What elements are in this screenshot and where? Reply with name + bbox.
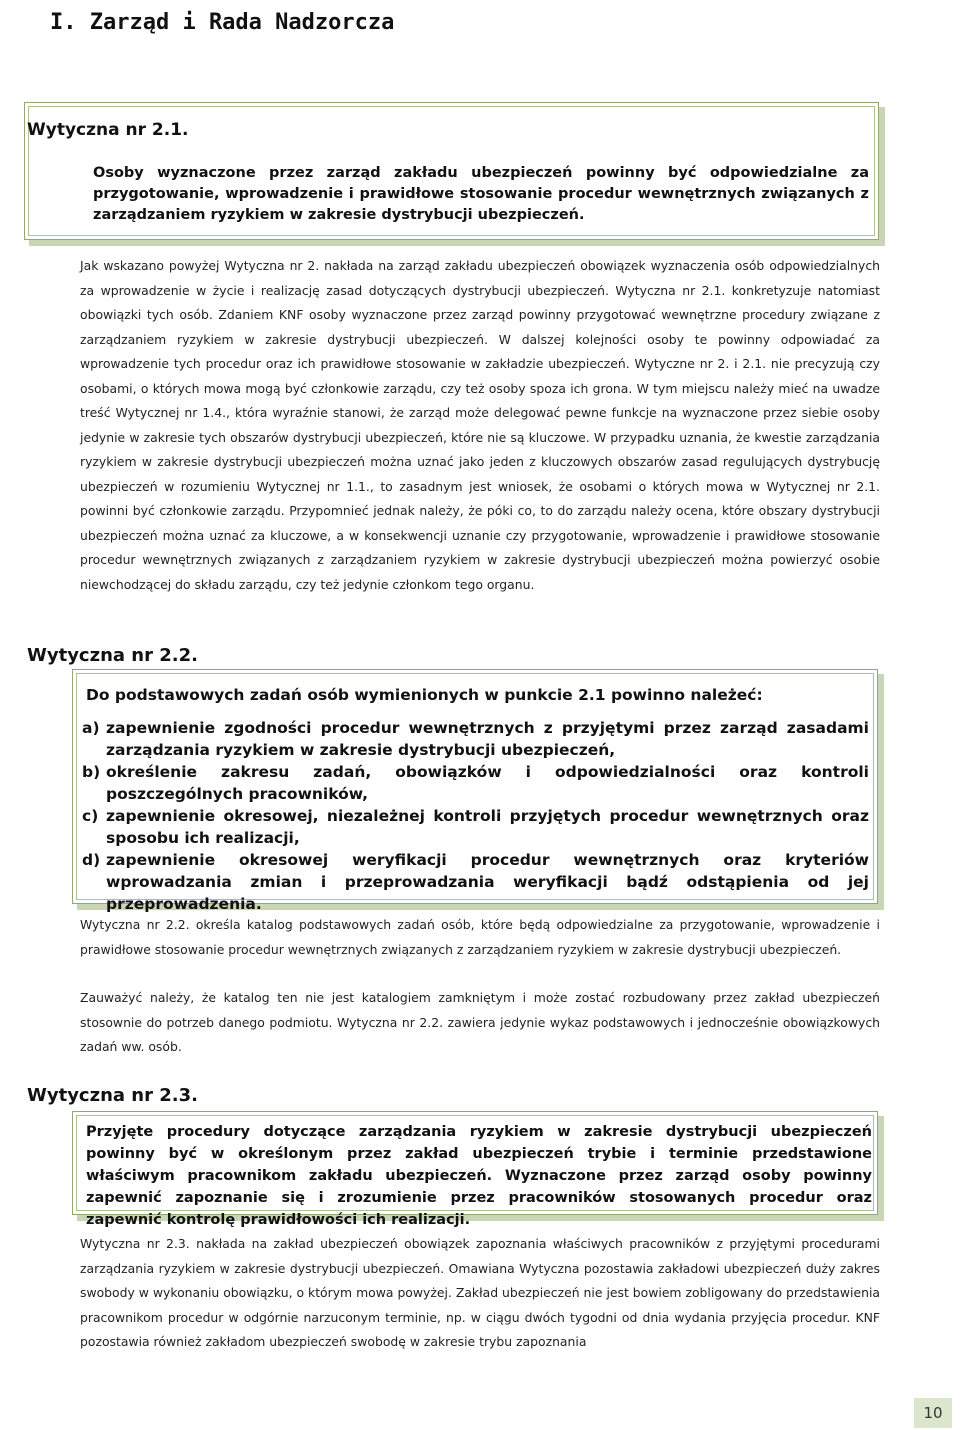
guideline-2-2-commentary-2: Zauważyć należy, że katalog ten nie jest katalogiem zamkniętym i może zostać rozbudowany przez zakład ubezpieczeń stosownie do potrzeb danego podmiotu. Wytyczna nr 2.2. zawiera jedynie wykaz podstawowych i jednocześnie obowiązkowych zadań ww. osób. <box>80 990 880 1054</box>
list-item-text: zapewnienie okresowej, niezależnej kontroli przyjętych procedur wewnętrznych oraz sposobu ich realizacji, <box>106 807 869 847</box>
guideline-2-2-intro: Do podstawowych zadań osób wymienionych w punkcie 2.1 powinno należeć: <box>86 686 763 704</box>
list-item-marker: a) <box>82 719 100 737</box>
list-item-text: zapewnienie okresowej weryfikacji procedur wewnętrznych oraz kryteriów wprowadzania zmian i przeprowadzania weryfikacji bądź odstąpienia od jej przeprowadzenia. <box>106 851 869 913</box>
page-number: 10 <box>914 1398 952 1428</box>
guideline-2-3-text: Przyjęte procedury dotyczące zarządzania ryzykiem w zakresie dystrybucji ubezpieczeń powinny być w określonym przez zakład ubezpieczeń trybie i terminie przedstawione właściwym pracownikom zakładu ubezpieczeń. Wyznaczone przez zarząd osoby powinny zapewnić zapoznanie się i zrozumienie przez pracowników stosowanych procedur oraz zapewnić kontrolę prawidłowości ich realizacji. <box>86 1124 872 1228</box>
list-item <box>82 761 869 805</box>
list-item <box>82 805 869 849</box>
guideline-2-2-commentary-1: Wytyczna nr 2.2. określa katalog podstawowych zadań osób, które będą odpowiedzialne za przygotowanie, wprowadzenie i prawidłowe stosowanie procedur wewnętrznych związanych z zarządzaniem ryzykiem w zakresie dystrybucji ubezpieczeń. <box>80 917 880 957</box>
list-item <box>82 849 869 915</box>
guideline-2-3-commentary: Wytyczna nr 2.3. nakłada na zakład ubezpieczeń obowiązek zapoznania właściwych pracowników z przyjętymi procedurami zarządzania ryzykiem w zakresie dystrybucji ubezpieczeń. Omawiana Wytyczna pozostawia zakładowi ubezpieczeń duży zakres swobody w wykonaniu obowiązku, o którym mowa powyżej. Zakład ubezpieczeń nie jest bowiem zobligowany do przedstawienia pracownikom procedur w odgórnie narzuconym terminie, np. w ciągu dwóch tygodni od dnia wydania przyjęcia procedur. KNF pozostawia również zakładom ubezpieczeń swobodę w zakresie trybu zapoznania <box>80 1236 880 1349</box>
guideline-2-3-heading: Wytyczna nr 2.3. <box>27 1085 198 1106</box>
guideline-2-2-heading: Wytyczna nr 2.2. <box>27 645 198 666</box>
guideline-2-2-list <box>82 717 869 915</box>
guideline-2-1-text: Osoby wyznaczone przez zarząd zakładu ubezpieczeń powinny być odpowiedzialne za przygotowanie, wprowadzenie i prawidłowe stosowanie procedur wewnętrznych związanych z zarządzaniem ryzykiem w zakresie dystrybucji ubezpieczeń. <box>93 165 869 223</box>
guideline-2-1-heading: Wytyczna nr 2.1. <box>27 120 189 140</box>
section-title: I. Zarząd i Rada Nadzorcza <box>50 10 395 35</box>
guideline-2-1-commentary: Jak wskazano powyżej Wytyczna nr 2. nakłada na zarząd zakładu ubezpieczeń obowiązek wyznaczenia osób odpowiedzialnych za wprowadzenie w życie i realizację zasad dotyczących dystrybucji ubezpieczeń. Wytyczna nr 2.1. konkretyzuje natomiast obowiązki tych osób. Zdaniem KNF osoby wyznaczone przez zarząd powinny przygotować wewnętrzne procedury związane z zarządzaniem ryzykiem w zakresie dystrybucji ubezpieczeń. W dalszej kolejności osoby te powinny odpowiadać za wprowadzenie tych procedur oraz ich prawidłowe stosowanie w zakładzie ubezpieczeń. Wytyczne nr 2. i 2.1. nie precyzują czy osobami, o których mowa mogą być członkowie zarządu, czy też osoby spoza ich grona. W tym miejscu należy mieć na uwadze treść Wytycznej nr 1.4., która wyraźnie stanowi, że zarząd może delegować pewne funkcje na wyznaczone przez siebie osoby jedynie w zakresie tych obszarów dystrybucji ubezpieczeń, które nie są kluczowe. W przypadku uznania, że kwestie zarządzania ryzykiem w zakresie dystrybucji ubezpieczeń można uznać jako jeden z kluczowych obszarów zasad regulujących dystrybucję ubezpieczeń w rozumieniu Wytycznej nr 1.1., to zasadnym jest wniosek, że osobami o których mowa w Wytycznej nr 2.1. powinni być członkowie zarządu. Przypomnieć jednak należy, że póki co, to do zarządu należy ocena, które obszary dystrybucji ubezpieczeń można uznać za kluczowe, a w konsekwencji uznanie czy przygotowanie, wprowadzenie i prawidłowe stosowanie procedur wewnętrznych związanych z zarządzaniem ryzykiem w zakresie dystrybucji ubezpieczeń można powierzyć osobie niewchodzącej do składu zarządu, czy też jedynie członkom tego organu. <box>80 258 880 592</box>
list-item-marker: b) <box>82 763 101 781</box>
list-item <box>82 717 869 761</box>
list-item-text: zapewnienie zgodności procedur wewnętrznych z przyjętymi przez zarząd zasadami zarządzania ryzykiem w zakresie dystrybucji ubezpieczeń, <box>106 719 869 759</box>
list-item-text: określenie zakresu zadań, obowiązków i odpowiedzialności oraz kontroli poszczególnych pracowników, <box>106 763 869 803</box>
list-item-marker: c) <box>82 807 99 825</box>
list-item-marker: d) <box>82 851 101 869</box>
